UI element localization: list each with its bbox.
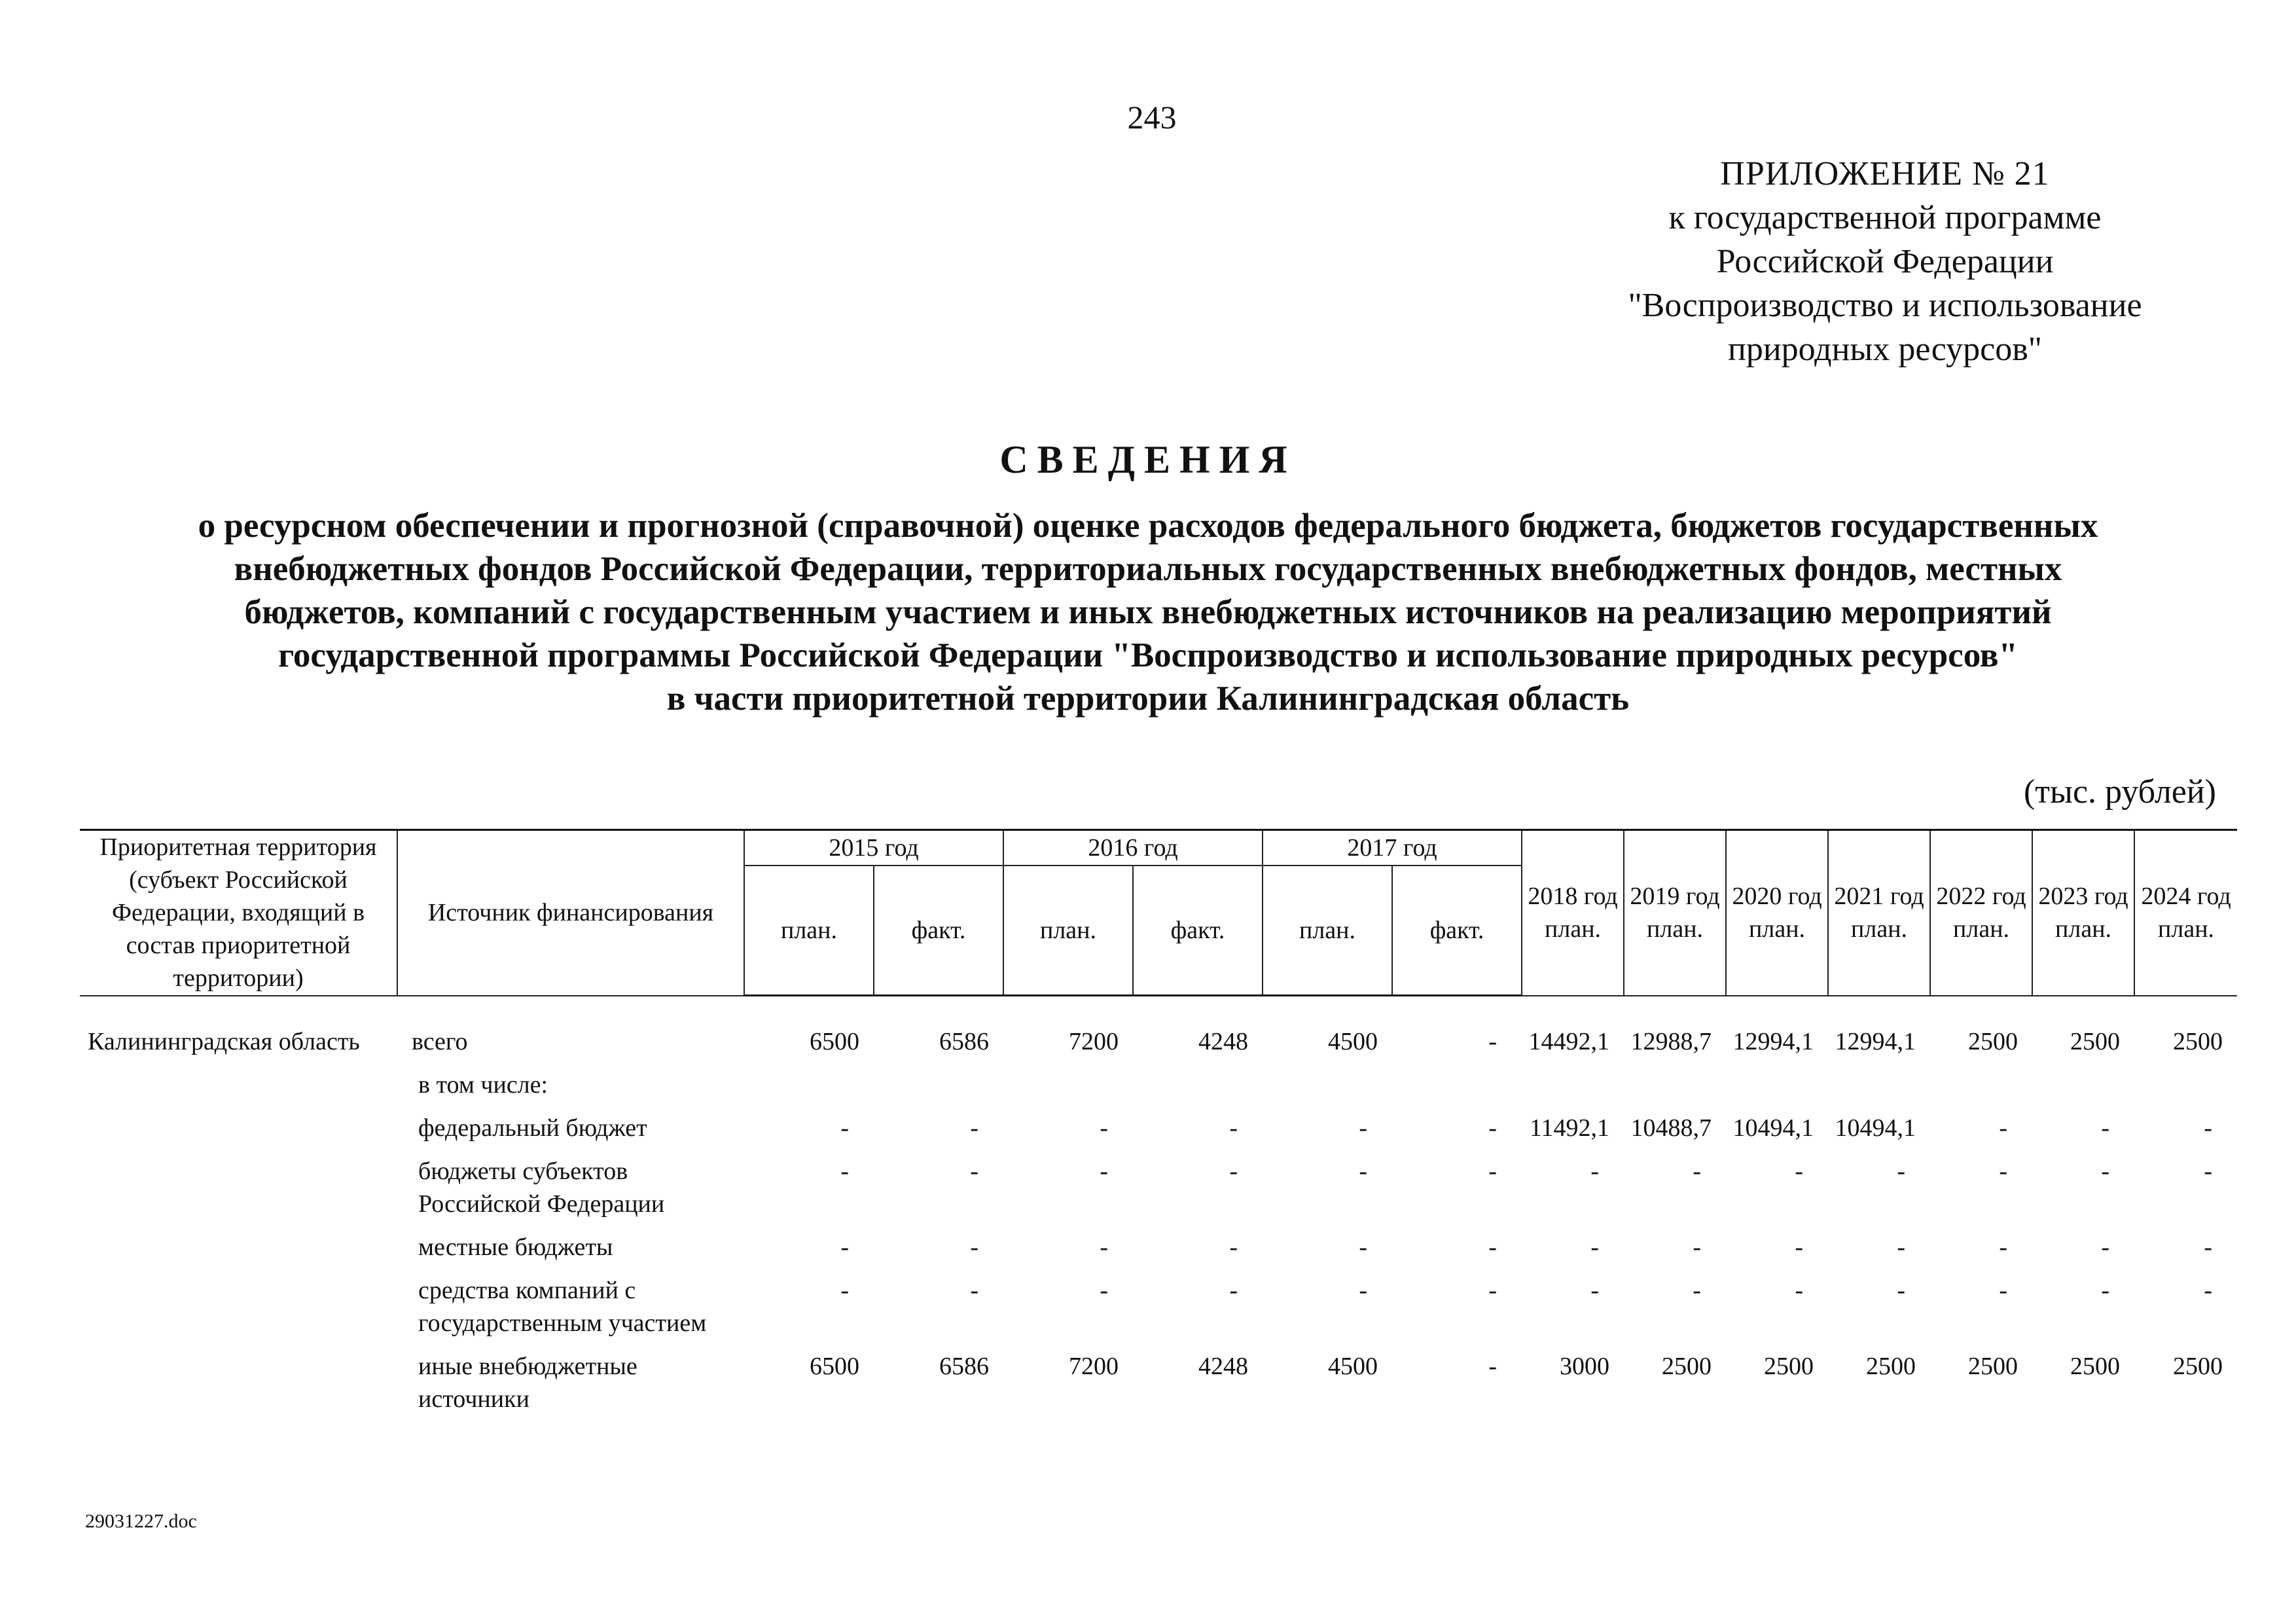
- value-cell: -: [970, 1158, 979, 1185]
- value-cell: -: [1795, 1158, 1804, 1185]
- value-cell: 2500: [2173, 1027, 2223, 1055]
- value-cell: -: [2204, 1233, 2213, 1261]
- value-cell: 2500: [2070, 1027, 2121, 1055]
- appendix-line: "Воспроизводство и использование: [1628, 287, 2142, 324]
- header-year-2015: 2015 год: [744, 830, 1003, 866]
- value-cell: -: [1488, 1158, 1498, 1185]
- value-cell: -: [1229, 1233, 1238, 1261]
- subtitle-line: бюджетов, компаний с государственным участием и иных внебюджетных источников на реализацию мероприятий: [244, 593, 2052, 631]
- value-cell: -: [1359, 1233, 1368, 1261]
- subtitle-line: в части приоритетной территории Калининградская область: [666, 680, 1630, 718]
- value-cell: [1133, 1068, 1263, 1112]
- value-cell: -: [1100, 1277, 1109, 1304]
- doc-filename: 29031227.doc: [85, 1510, 197, 1532]
- value-cell: -: [1897, 1233, 1906, 1261]
- value-cell: [1930, 1068, 2032, 1112]
- value-cell: -: [840, 1158, 849, 1185]
- value-cell: -: [1359, 1158, 1368, 1185]
- value-cell: -: [1897, 1277, 1906, 1304]
- value-cell: 12988,7: [1630, 1027, 1712, 1055]
- budget-table: [80, 829, 2237, 1426]
- territory-cell: [80, 1350, 397, 1426]
- value-cell: -: [1590, 1158, 1600, 1185]
- value-cell: -: [1488, 1114, 1498, 1142]
- value-cell: -: [1590, 1277, 1600, 1304]
- source-cell: средства компаний с государственным участием: [418, 1277, 707, 1337]
- value-cell: 7200: [1069, 1028, 1119, 1055]
- value-cell: -: [1488, 1233, 1498, 1261]
- source-cell: иные внебюджетные источники: [418, 1353, 637, 1413]
- value-cell: -: [2204, 1114, 2213, 1142]
- value-cell: 10494,1: [1732, 1114, 1814, 1142]
- source-cell: местные бюджеты: [418, 1233, 613, 1261]
- value-cell: -: [1359, 1114, 1368, 1142]
- value-cell: [2134, 1068, 2237, 1112]
- value-cell: -: [1999, 1158, 2008, 1185]
- value-cell: -: [1229, 1158, 1238, 1185]
- value-cell: 10494,1: [1835, 1114, 1916, 1142]
- value-cell: -: [1229, 1277, 1238, 1304]
- value-cell: -: [2101, 1114, 2110, 1142]
- table-row: [80, 1068, 2237, 1112]
- value-cell: -: [970, 1114, 979, 1142]
- document-subtitle: [65, 504, 2231, 720]
- appendix-line: к государственной программе: [1668, 199, 2102, 236]
- appendix-line: Российской Федерации: [1716, 243, 2054, 280]
- value-cell: 2500: [1968, 1353, 2018, 1380]
- header-year-2018: 2018 год план.: [1522, 830, 1624, 996]
- territory-cell: [80, 1274, 397, 1350]
- value-cell: [1522, 1068, 1624, 1112]
- header-plan: план.: [744, 866, 874, 996]
- header-plan: план.: [1263, 866, 1392, 996]
- table-row: [80, 1350, 2237, 1426]
- value-cell: -: [1488, 1028, 1498, 1055]
- source-cell: в том числе:: [418, 1071, 548, 1099]
- value-cell: 2500: [2173, 1353, 2223, 1380]
- value-cell: -: [1795, 1233, 1804, 1261]
- value-cell: 6500: [810, 1353, 859, 1380]
- value-cell: -: [1100, 1158, 1109, 1185]
- header-source: Источник финансирования: [397, 830, 744, 996]
- value-cell: 3000: [1560, 1353, 1610, 1380]
- value-cell: 2500: [2070, 1353, 2121, 1380]
- value-cell: 2500: [1662, 1353, 1712, 1380]
- value-cell: -: [1999, 1114, 2008, 1142]
- value-cell: -: [1590, 1233, 1600, 1261]
- value-cell: -: [1229, 1114, 1238, 1142]
- value-cell: -: [1359, 1277, 1368, 1304]
- value-cell: -: [2101, 1158, 2110, 1185]
- value-cell: -: [1693, 1277, 1702, 1304]
- value-cell: -: [2101, 1233, 2110, 1261]
- value-cell: [874, 1068, 1003, 1112]
- value-cell: [2032, 1068, 2134, 1112]
- header-year-2023: 2023 год план.: [2032, 830, 2134, 996]
- value-cell: 10488,7: [1630, 1114, 1712, 1142]
- source-cell: федеральный бюджет: [418, 1114, 647, 1142]
- header-year-2021: 2021 год план.: [1828, 830, 1930, 996]
- value-cell: 4500: [1328, 1028, 1378, 1055]
- value-cell: -: [1999, 1277, 2008, 1304]
- value-cell: -: [840, 1277, 849, 1304]
- header-fact: факт.: [1133, 866, 1263, 996]
- value-cell: 14492,1: [1528, 1027, 1610, 1055]
- value-cell: [1392, 1068, 1522, 1112]
- table-row: [80, 1112, 2237, 1155]
- value-cell: 2500: [1764, 1353, 1814, 1380]
- value-cell: -: [970, 1233, 979, 1261]
- header-fact: факт.: [1392, 866, 1522, 996]
- value-cell: 2500: [1968, 1027, 2018, 1055]
- value-cell: -: [840, 1233, 849, 1261]
- header-year-2024: 2024 год план.: [2134, 830, 2237, 996]
- document-title: СВЕДЕНИЯ: [999, 438, 1297, 481]
- source-cell: бюджеты субъектов Российской Федерации: [418, 1158, 665, 1218]
- appendix-block: [1525, 152, 2245, 371]
- units-label: (тыс. рублей): [2023, 773, 2216, 811]
- value-cell: [1726, 1068, 1828, 1112]
- value-cell: -: [1488, 1353, 1498, 1380]
- value-cell: 4248: [1198, 1028, 1249, 1055]
- appendix-line: природных ресурсов": [1727, 331, 2042, 368]
- value-cell: 12994,1: [1835, 1027, 1916, 1055]
- subtitle-line: государственной программы Российской Федерации "Воспроизводство и использование природных ресурсов": [278, 636, 2018, 674]
- value-cell: -: [970, 1277, 979, 1304]
- value-cell: [1828, 1068, 1930, 1112]
- value-cell: -: [1795, 1277, 1804, 1304]
- value-cell: 6586: [939, 1353, 990, 1380]
- value-cell: [1624, 1068, 1726, 1112]
- table-row: [80, 1155, 2237, 1231]
- value-cell: -: [1693, 1158, 1702, 1185]
- header-year-2019: 2019 год план.: [1624, 830, 1726, 996]
- header-fact: факт.: [874, 866, 1003, 996]
- value-cell: 6586: [939, 1028, 990, 1055]
- table-row: [80, 1231, 2237, 1274]
- value-cell: 2500: [1866, 1353, 1916, 1380]
- value-cell: 4500: [1328, 1353, 1378, 1380]
- territory-cell: [80, 1231, 397, 1274]
- value-cell: -: [1100, 1114, 1109, 1142]
- territory-cell: Калининградская область: [88, 1027, 360, 1055]
- territory-cell: [80, 1112, 397, 1155]
- table-row: [80, 1274, 2237, 1350]
- header-plan: план.: [1003, 866, 1133, 996]
- table-header-row: [80, 830, 2237, 866]
- table-row: [80, 996, 2237, 1069]
- territory-cell: [80, 1155, 397, 1231]
- page-number: 243: [1127, 99, 1177, 136]
- value-cell: 7200: [1069, 1353, 1119, 1380]
- header-year-2016: 2016 год: [1003, 830, 1263, 866]
- territory-cell: [80, 1068, 397, 1112]
- subtitle-line: внебюджетных фондов Российской Федерации, территориальных государственных внебюджетных фондов, местных: [234, 550, 2062, 588]
- value-cell: 4248: [1198, 1353, 1249, 1380]
- value-cell: -: [1488, 1277, 1498, 1304]
- value-cell: [744, 1068, 874, 1112]
- value-cell: -: [1100, 1233, 1109, 1261]
- value-cell: -: [1999, 1233, 2008, 1261]
- header-year-2020: 2020 год план.: [1726, 830, 1828, 996]
- value-cell: -: [2101, 1277, 2110, 1304]
- value-cell: 11492,1: [1529, 1114, 1610, 1142]
- value-cell: -: [2204, 1158, 2213, 1185]
- value-cell: 6500: [810, 1028, 859, 1055]
- value-cell: -: [1897, 1158, 1906, 1185]
- value-cell: [1263, 1068, 1392, 1112]
- appendix-title: ПРИЛОЖЕНИЕ № 21: [1720, 155, 2050, 192]
- source-cell: всего: [412, 1027, 468, 1055]
- value-cell: -: [840, 1114, 849, 1142]
- header-year-2022: 2022 год план.: [1930, 830, 2032, 996]
- subtitle-line: о ресурсном обеспечении и прогнозной (справочной) оценке расходов федерального бюджета, бюджетов государственных: [198, 507, 2098, 545]
- value-cell: 12994,1: [1732, 1027, 1814, 1055]
- header-year-2017: 2017 год: [1263, 830, 1522, 866]
- value-cell: -: [1693, 1233, 1702, 1261]
- value-cell: [1003, 1068, 1133, 1112]
- header-territory: Приоритетная территория (субъект Российской Федерации, входящий в состав приоритетной территории): [80, 830, 397, 996]
- value-cell: -: [2204, 1277, 2213, 1304]
